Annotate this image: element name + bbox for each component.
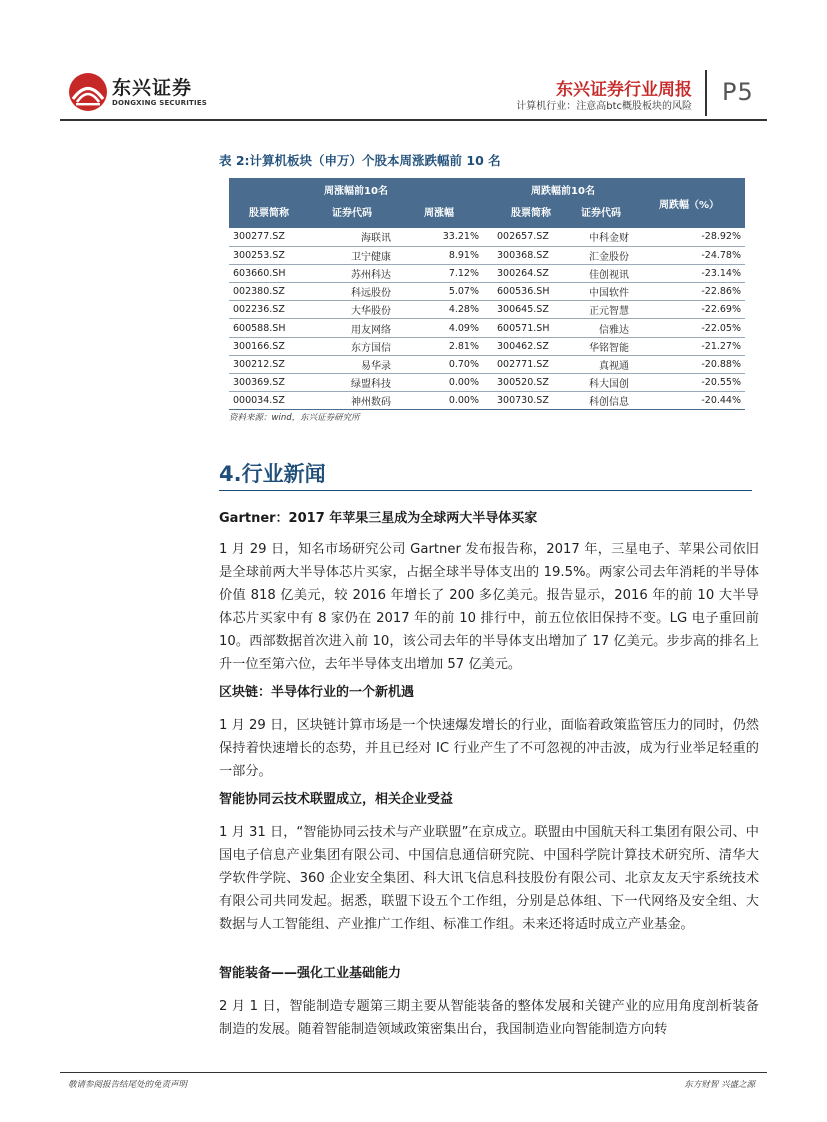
stock-performance-table <box>229 178 745 410</box>
cell-gap <box>483 228 493 246</box>
cell-gap <box>483 264 493 282</box>
cell-down-pct: -22.86% <box>633 283 745 301</box>
cell-down-code: 002657.SZ <box>493 228 569 246</box>
table-row <box>229 355 745 373</box>
table-col-name: 股票简称 <box>229 200 309 228</box>
logo-english-name: DONGXING SECURITIES <box>112 99 208 107</box>
cell-up-code: 300212.SZ <box>229 355 309 373</box>
dongxing-logo-icon <box>68 72 108 112</box>
cell-up-pct: 0.00% <box>395 374 483 392</box>
article-body: 1 月 29 日，区块链计算市场是一个快速爆发增长的行业，面临着政策监管压力的同时，仍然保持着快速增长的态势，并且已经对 IC 行业产生了不可忽视的冲击波，成为行业举足轻重的一部分。 <box>219 718 759 779</box>
cell-up-name: 用友网络 <box>309 319 395 337</box>
cell-down-code: 600536.SH <box>493 283 569 301</box>
cell-down-pct: -20.88% <box>633 355 745 373</box>
article-body: 1 月 29 日，知名市场研究公司 Gartner 发布报告称，2017 年，三星电子、苹果公司依旧是全球前两大半导体芯片买家，占据全球半导体支出的 19.5%。两家公司去年消耗的半导体价值 818 亿美元，较 2016 年增长了 200 多亿美元。报告显示，2016 年的前 10 大半导体芯片买家中有 8 家仍在 2017 年的前 10 排行中，前五位依旧保持不变。LG 电子重回前 10。西部数据首次进入前 10，该公司去年的半导体支出增加了 17 亿美元。步步高的排名上升一位至第六位，去年半导体支出增加 57 亿美元。 <box>219 542 759 672</box>
cell-up-name: 神州数码 <box>309 392 395 410</box>
cell-down-pct: -23.14% <box>633 264 745 282</box>
cell-up-code: 600588.SH <box>229 319 309 337</box>
cell-down-name: 正元智慧 <box>569 301 633 319</box>
cell-up-name: 海联讯 <box>309 228 395 246</box>
table-group-up: 周涨幅前10名 <box>229 178 483 200</box>
cell-up-pct: 8.91% <box>395 246 483 264</box>
page-header <box>0 0 827 125</box>
table-row <box>229 374 745 392</box>
table-row <box>229 246 745 264</box>
report-subtitle: 计算机行业：注意高btc概股板块的风险 <box>516 101 692 112</box>
cell-down-pct: -20.55% <box>633 374 745 392</box>
cell-up-code: 300166.SZ <box>229 337 309 355</box>
header-rule <box>60 119 767 121</box>
cell-up-code: 000034.SZ <box>229 392 309 410</box>
cell-up-code: 300253.SZ <box>229 246 309 264</box>
table-col-code: 证券代码 <box>309 200 395 228</box>
cell-up-code: 603660.SH <box>229 264 309 282</box>
cell-down-pct: -22.69% <box>633 301 745 319</box>
table-row <box>229 319 745 337</box>
footer-slogan: 东方财智 兴盛之源 <box>684 1080 755 1090</box>
cell-down-code: 300645.SZ <box>493 301 569 319</box>
cell-up-pct: 7.12% <box>395 264 483 282</box>
table-col-name-down: 股票简称 <box>493 200 569 228</box>
cell-up-pct: 5.07% <box>395 283 483 301</box>
article-gartner <box>219 507 759 676</box>
cell-up-pct: 0.00% <box>395 392 483 410</box>
cell-down-name: 信雅达 <box>569 319 633 337</box>
cell-up-code: 002380.SZ <box>229 283 309 301</box>
cell-gap <box>483 337 493 355</box>
cell-down-name: 中国软件 <box>569 283 633 301</box>
cell-down-pct: -28.92% <box>633 228 745 246</box>
cell-down-code: 600571.SH <box>493 319 569 337</box>
footer-disclaimer: 敬请参阅报告结尾处的免责声明 <box>68 1080 188 1090</box>
cell-down-code: 300368.SZ <box>493 246 569 264</box>
article-heading: 区块链：半导体行业的一个新机遇 <box>219 685 415 700</box>
cell-down-name: 科大国创 <box>569 374 633 392</box>
cell-up-name: 苏州科达 <box>309 264 395 282</box>
table-col-down: 周跌幅（%） <box>633 178 745 228</box>
cell-down-code: 300520.SZ <box>493 374 569 392</box>
cell-down-pct: -24.78% <box>633 246 745 264</box>
table-source: 资料来源：wind，东兴证券研究所 <box>229 413 360 423</box>
cell-up-code: 300277.SZ <box>229 228 309 246</box>
cell-up-name: 东方国信 <box>309 337 395 355</box>
cell-up-pct: 2.81% <box>395 337 483 355</box>
cell-down-pct: -22.05% <box>633 319 745 337</box>
cell-down-name: 真视通 <box>569 355 633 373</box>
cell-up-name: 大华股份 <box>309 301 395 319</box>
cell-gap <box>483 246 493 264</box>
article-heading: 智能协同云技术联盟成立，相关企业受益 <box>219 792 454 807</box>
cell-gap <box>483 392 493 410</box>
page-number: P5 <box>722 78 754 106</box>
cell-down-name: 佳创视讯 <box>569 264 633 282</box>
article-blockchain <box>219 681 759 783</box>
logo-chinese-name: 东兴证券 <box>112 77 193 99</box>
cell-gap <box>483 301 493 319</box>
table-row <box>229 301 745 319</box>
cell-down-code: 002771.SZ <box>493 355 569 373</box>
table-row <box>229 264 745 282</box>
cell-up-code: 002236.SZ <box>229 301 309 319</box>
cell-up-pct: 4.09% <box>395 319 483 337</box>
section-rule <box>219 490 752 491</box>
cell-gap <box>483 374 493 392</box>
cell-up-pct: 33.21% <box>395 228 483 246</box>
header-divider <box>705 70 707 116</box>
table-row <box>229 228 745 246</box>
cell-up-pct: 4.28% <box>395 301 483 319</box>
cell-down-code: 300264.SZ <box>493 264 569 282</box>
table-col-up: 周涨幅 <box>395 200 483 228</box>
article-smart-equipment <box>219 962 759 1041</box>
cell-down-name: 汇金股份 <box>569 246 633 264</box>
table-row <box>229 392 745 410</box>
table-gap-header <box>483 200 493 228</box>
section-title: 4.行业新闻 <box>219 462 326 486</box>
cell-down-code: 300462.SZ <box>493 337 569 355</box>
cell-up-code: 300369.SZ <box>229 374 309 392</box>
cell-down-name: 华铭智能 <box>569 337 633 355</box>
table-row <box>229 283 745 301</box>
company-logo <box>68 70 208 112</box>
cell-up-name: 科远股份 <box>309 283 395 301</box>
cell-gap <box>483 283 493 301</box>
table-col-code-down: 证券代码 <box>569 200 633 228</box>
cell-up-name: 绿盟科技 <box>309 374 395 392</box>
cell-up-name: 易华录 <box>309 355 395 373</box>
cell-down-pct: -21.27% <box>633 337 745 355</box>
cell-down-pct: -20.44% <box>633 392 745 410</box>
cell-gap <box>483 319 493 337</box>
table-row <box>229 337 745 355</box>
table-caption: 表 2:计算机板块（申万）个股本周涨跌幅前 10 名 <box>219 153 501 168</box>
cell-up-pct: 0.70% <box>395 355 483 373</box>
cell-down-name: 科创信息 <box>569 392 633 410</box>
report-title: 东兴证券行业周报 <box>556 80 692 100</box>
article-cloud-alliance <box>219 788 759 936</box>
article-body: 2 月 1 日，智能制造专题第三期主要从智能装备的整体发展和关键产业的应用角度剖析装备制造的发展。随着智能制造领域政策密集出台，我国制造业向智能制造方向转 <box>219 999 759 1037</box>
article-body: 1 月 31 日，“智能协同云技术与产业联盟”在京成立。联盟由中国航天科工集团有限公司、中国电子信息产业集团有限公司、中国信息通信研究院、中国科学院计算技术研究所、清华大学软件学院、360 企业安全集团、科大讯飞信息科技股份有限公司、北京友友天宇系统技术有限公司共同发起。据悉，联盟下设五个工作组，分别是总体组、下一代网络及安全组、大数据与人工智能组、产业推广工作组、标准工作组。未来还将适时成立产业基金。 <box>219 825 759 932</box>
cell-down-name: 中科金财 <box>569 228 633 246</box>
footer-rule <box>60 1072 767 1073</box>
cell-up-name: 卫宁健康 <box>309 246 395 264</box>
article-heading: Gartner：2017 年苹果三星成为全球两大半导体买家 <box>219 511 538 526</box>
table-group-down: 周跌幅前10名 <box>493 178 633 200</box>
cell-gap <box>483 355 493 373</box>
table-gap-header <box>483 178 493 200</box>
cell-down-code: 300730.SZ <box>493 392 569 410</box>
article-heading: 智能装备——强化工业基础能力 <box>219 966 402 981</box>
